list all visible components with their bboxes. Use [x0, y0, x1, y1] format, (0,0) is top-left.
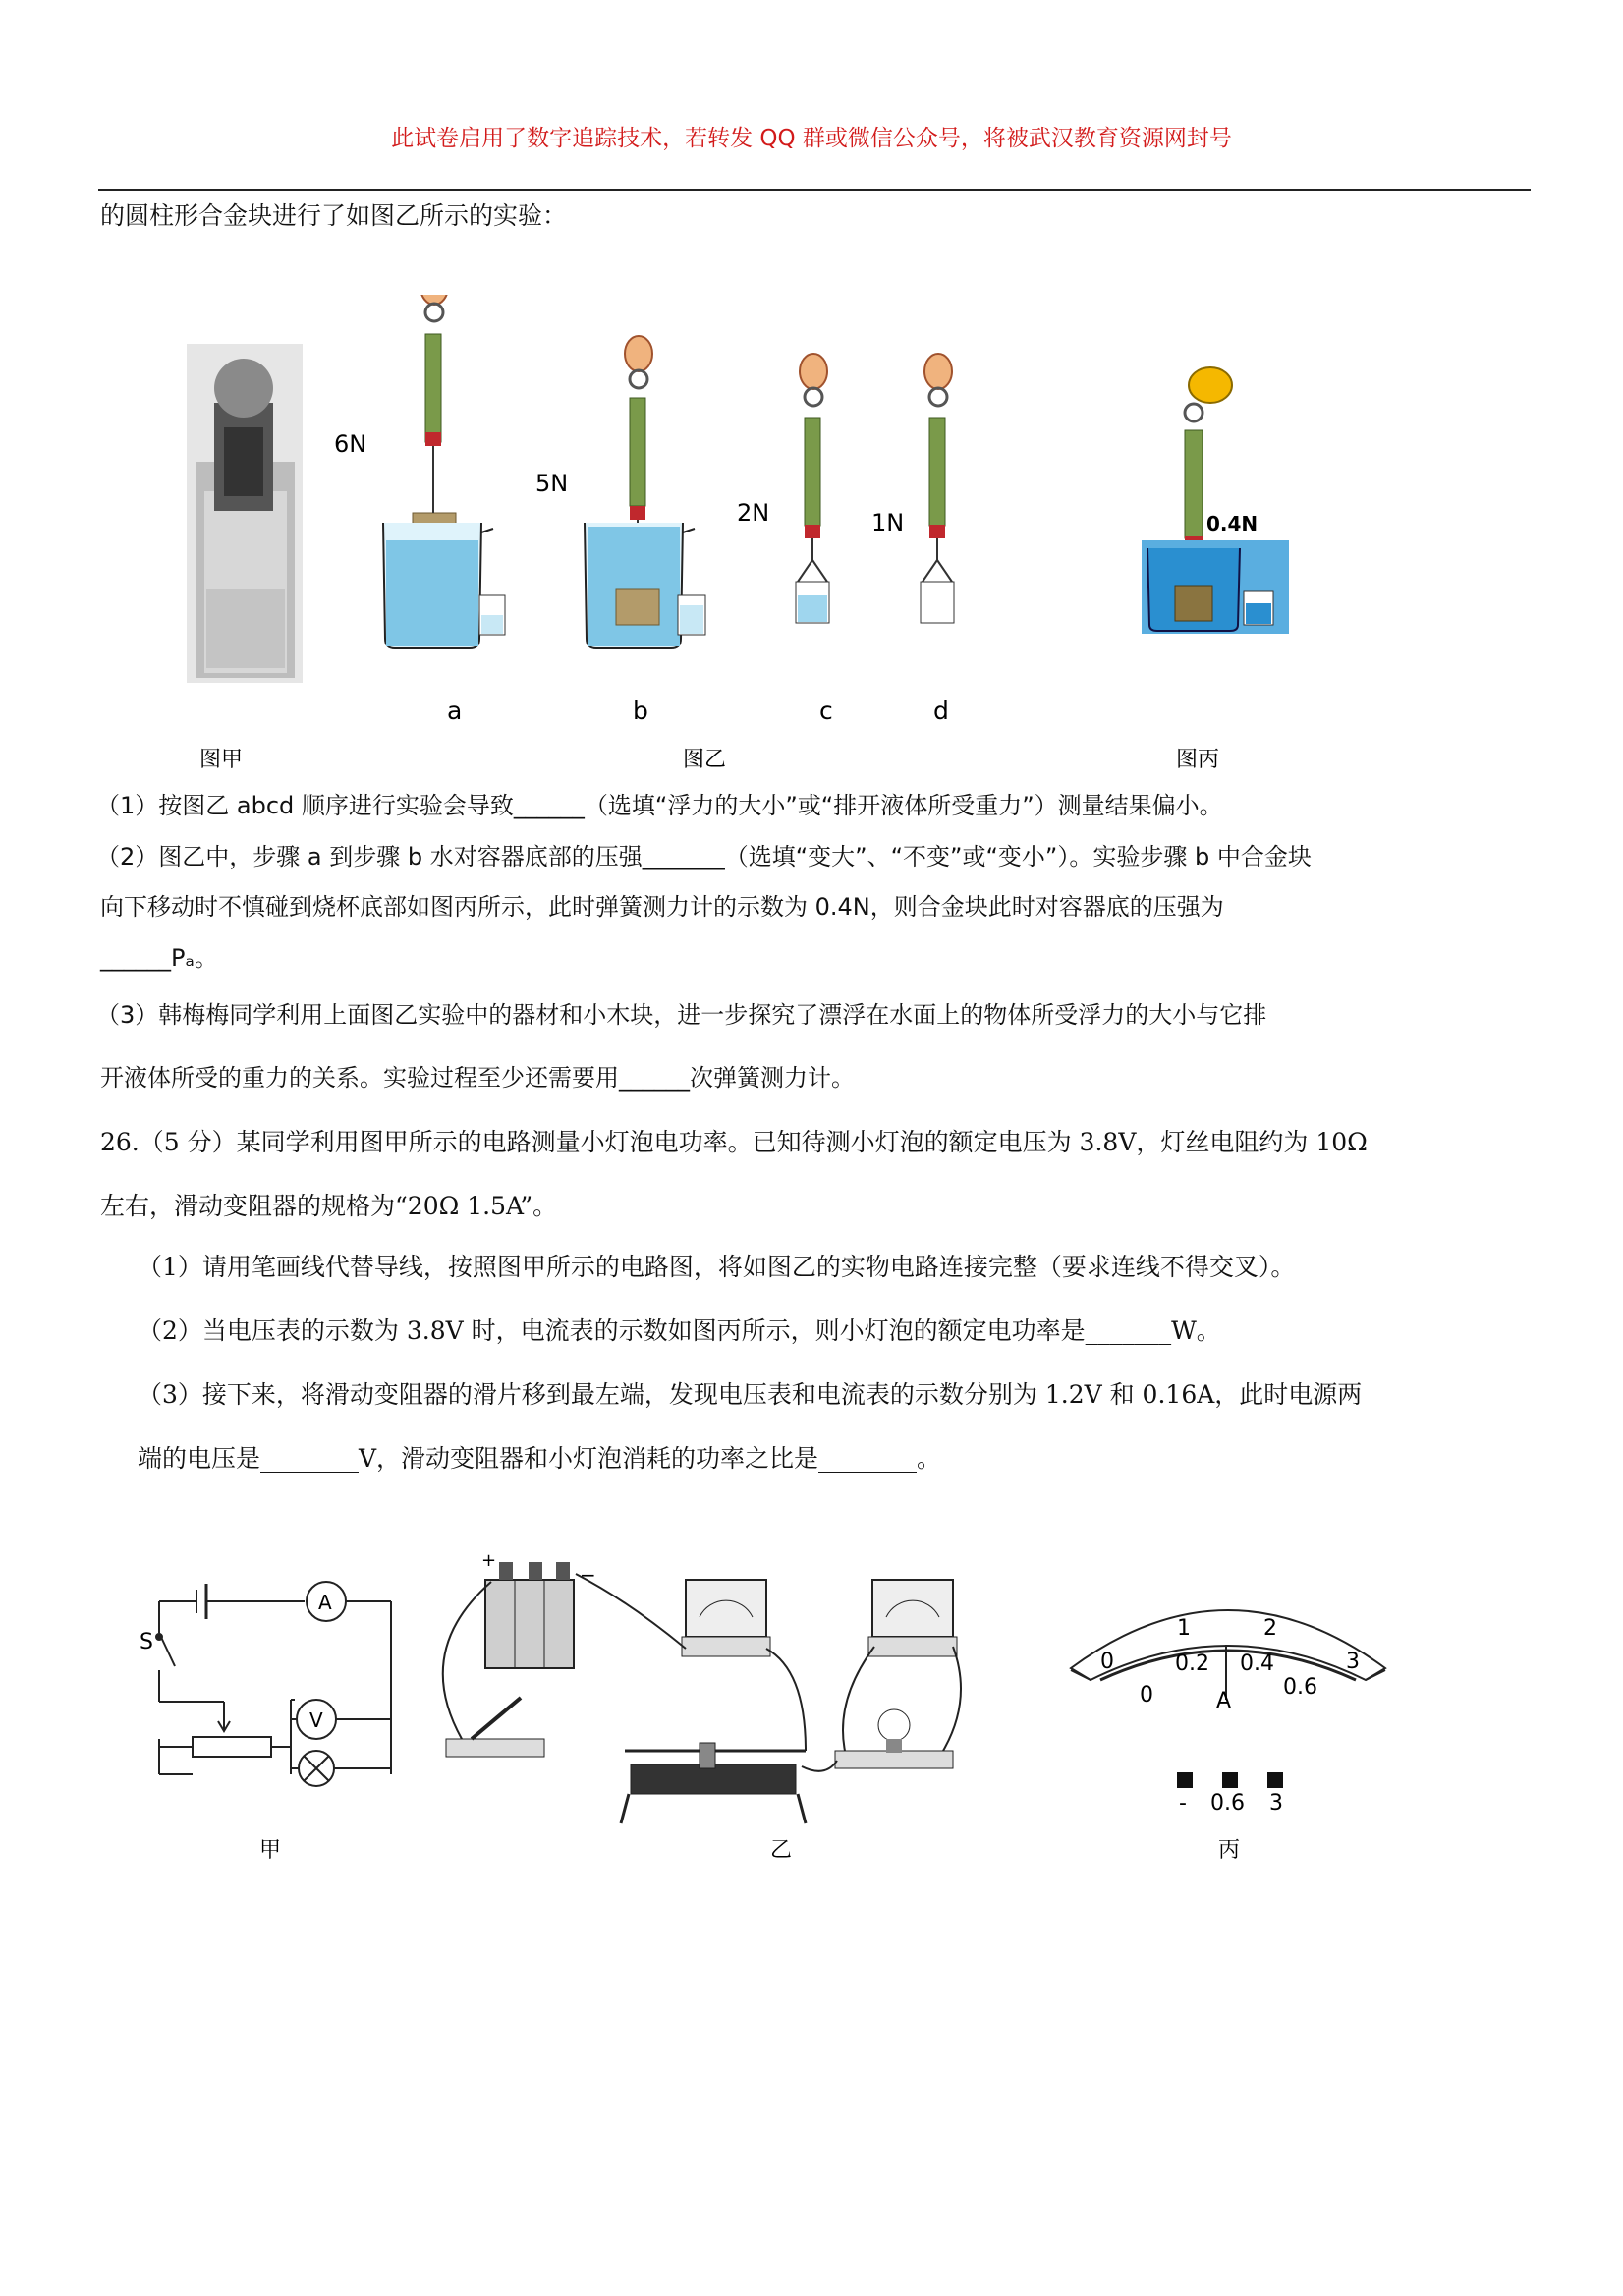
step-label-a: a — [447, 697, 463, 725]
intro-text: 的圆柱形合金块进行了如图乙所示的实验： — [100, 201, 568, 230]
reading-d: 1N — [871, 509, 905, 536]
lamp-device — [835, 1709, 953, 1768]
voltmeter-device — [868, 1580, 957, 1656]
terminal-06 — [1222, 1772, 1238, 1788]
scale-c — [796, 354, 829, 623]
terminal-3 — [1267, 1772, 1283, 1788]
voltmeter-label: V — [309, 1708, 323, 1732]
circuit-figure — [0, 1533, 1623, 1886]
q25-part2-line2: 向下移动时不慎碰到烧杯底部如图丙所示，此时弹簧测力计的示数为 0.4N，则合金块此时对容器底的压强为 — [100, 893, 1224, 921]
terminal-3-label: 3 — [1269, 1791, 1283, 1816]
reading-a: 6N — [334, 430, 367, 458]
dial-outer-0: 0 — [1100, 1650, 1114, 1674]
step-label-b: b — [633, 697, 648, 725]
dial-inner-0-4: 0.4 — [1240, 1652, 1274, 1676]
ammeter-device — [682, 1580, 770, 1656]
dial-inner-0-2: 0.2 — [1175, 1652, 1209, 1676]
meter-dial — [1071, 1610, 1385, 1700]
beaker-a — [383, 523, 505, 648]
dial-outer-2: 2 — [1263, 1616, 1277, 1641]
rheostat-device — [621, 1743, 806, 1823]
q26-stem-line1: 26.（5 分）某同学利用图甲所示的电路测量小灯泡电功率。已知待测小灯泡的额定电压为 3.8V，灯丝电阻约为 10Ω — [100, 1128, 1368, 1156]
dial-outer-3: 3 — [1346, 1650, 1360, 1674]
buoyancy-figure — [0, 295, 1623, 796]
reading-bing: 0.4N — [1206, 512, 1259, 535]
dial-unit: A — [1216, 1689, 1232, 1713]
step-label-c: c — [819, 697, 833, 725]
beaker-b — [585, 523, 705, 648]
scale-d — [921, 354, 954, 623]
caption2-yi: 乙 — [770, 1838, 793, 1863]
q25-part3-line2: 开液体所受的重力的关系。实验过程至少还需要用______次弹簧测力计。 — [100, 1064, 855, 1092]
caption-jia: 图甲 — [199, 748, 244, 772]
reading-b: 5N — [535, 470, 569, 497]
beaker-bing — [1142, 540, 1289, 634]
battery-minus: − — [580, 1563, 596, 1587]
ammeter-label: A — [318, 1591, 332, 1614]
caption2-jia: 甲 — [259, 1838, 282, 1863]
caption-bing: 图丙 — [1176, 748, 1220, 772]
terminal-neg — [1177, 1772, 1193, 1788]
switch-label: S — [140, 1630, 153, 1654]
q26-sub2: （2）当电压表的示数为 3.8V 时，电流表的示数如图丙所示，则小灯泡的额定电功率是_______W。 — [138, 1316, 1221, 1345]
dial-inner-0-6: 0.6 — [1283, 1675, 1317, 1700]
dial-inner-0: 0 — [1140, 1683, 1153, 1708]
q26-stem-line2: 左右，滑动变阻器的规格为“20Ω 1.5A”。 — [100, 1192, 558, 1220]
scale-a — [413, 295, 456, 542]
switch-device — [446, 1698, 544, 1757]
battery-plus: + — [481, 1550, 497, 1571]
caption2-bing: 丙 — [1218, 1838, 1241, 1863]
q25-part1: （1）按图乙 abcd 顺序进行实验会导致______（选填“浮力的大小”或“排开液体所受重力”）测量结果偏小。 — [96, 792, 1223, 819]
terminal-06-label: 0.6 — [1210, 1791, 1245, 1816]
schematic-jia — [156, 1582, 391, 1786]
photo-jia — [187, 344, 303, 683]
caption-yi: 图乙 — [683, 748, 727, 772]
dial-outer-1: 1 — [1177, 1616, 1191, 1641]
q25-part2-line3: ______Pₐ。 — [100, 944, 218, 972]
watermark-notice: 此试卷启用了数字追踪技术，若转发 QQ 群或微信公众号，将被武汉教育资源网封号 — [391, 126, 1232, 151]
terminal-neg-label: - — [1179, 1791, 1187, 1816]
q25-part3-line1: （3）韩梅梅同学利用上面图乙实验中的器材和小木块，进一步探究了漂浮在水面上的物体所受浮力的大小与它排 — [96, 1001, 1267, 1029]
header-divider — [98, 189, 1531, 191]
step-label-d: d — [933, 697, 949, 725]
q26-sub1: （1）请用笔画线代替导线，按照图甲所示的电路图，将如图乙的实物电路连接完整（要求连线不得交叉）。 — [138, 1253, 1296, 1281]
q25-part2-line1: （2）图乙中，步骤 a 到步骤 b 水对容器底部的压强_______（选填“变大”、“不变”或“变小”）。实验步骤 b 中合金块 — [96, 843, 1312, 870]
battery-pack — [485, 1562, 574, 1668]
q26-sub3-line1: （3）接下来，将滑动变阻器的滑片移到最左端，发现电压表和电流表的示数分别为 1.2V 和 0.16A，此时电源两 — [138, 1380, 1363, 1409]
reading-c: 2N — [737, 499, 770, 527]
q26-sub3-line2: 端的电压是________V，滑动变阻器和小灯泡消耗的功率之比是________。 — [138, 1444, 942, 1473]
